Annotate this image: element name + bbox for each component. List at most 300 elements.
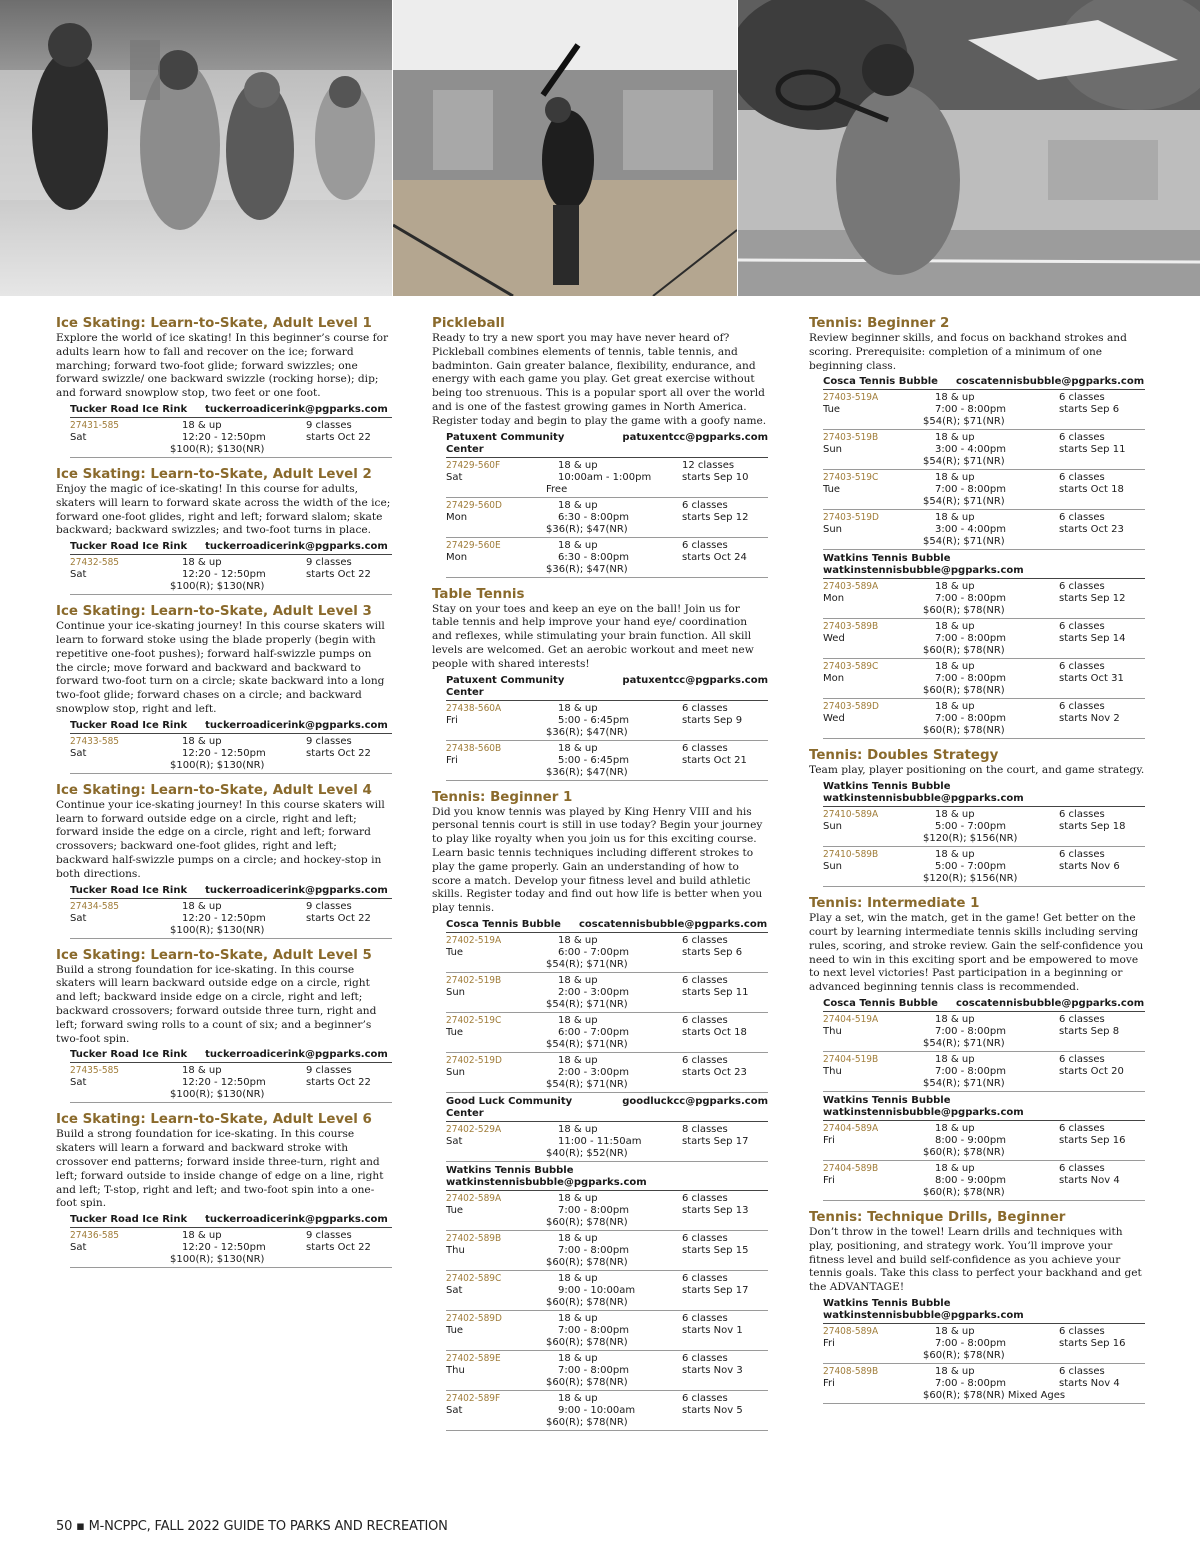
location-email: tuckerroadicerink@pgparks.com bbox=[205, 403, 388, 415]
class-code: 27402-519D bbox=[446, 1054, 502, 1066]
course-title: Ice Skating: Learn-to-Skate, Adult Level 5 bbox=[56, 947, 372, 963]
course-description: Ready to try a new sport you may have never heard of? Pickleball combines elements of tennis, table tennis, and badminton. Gain greater balance, flexibility, endurance, and energy with each game you play. Get great exercise without being too strenuous. This is a popular sport all over the world and is one of the fastest growing games in North America. Register today and begin to play the game with a goofy name. bbox=[432, 332, 767, 427]
class-count: 6 classes bbox=[1059, 1325, 1105, 1337]
location-email: tuckerroadicerink@pgparks.com bbox=[205, 884, 388, 896]
class-code: 27402-529A bbox=[446, 1123, 502, 1135]
column-1 bbox=[56, 316, 392, 1277]
class-fee: $54(R); $71(NR) bbox=[923, 1077, 1005, 1089]
age-range: 18 & up bbox=[935, 432, 975, 444]
class-count: 6 classes bbox=[682, 539, 728, 551]
age-range: 18 & up bbox=[558, 1014, 598, 1026]
class-fee: $60(R); $78(NR) bbox=[923, 1146, 1005, 1158]
class-start: starts Sep 18 bbox=[1059, 821, 1126, 833]
class-time: 12:20 - 12:50pm bbox=[182, 1077, 266, 1089]
class-code: 27403-589A bbox=[823, 581, 879, 593]
age-range: 18 & up bbox=[935, 661, 975, 673]
pickleball-photo bbox=[393, 0, 737, 296]
class-start: starts Oct 18 bbox=[682, 1026, 747, 1038]
course-title: Ice Skating: Learn-to-Skate, Adult Level 2 bbox=[56, 466, 372, 482]
class-row bbox=[70, 555, 392, 595]
class-count: 6 classes bbox=[1059, 432, 1105, 444]
class-row bbox=[823, 1161, 1145, 1201]
class-fee: $60(R); $78(NR) bbox=[923, 685, 1005, 697]
class-start: starts Oct 18 bbox=[1059, 484, 1124, 496]
class-fee: $100(R); $130(NR) bbox=[170, 443, 265, 455]
age-range: 18 & up bbox=[558, 499, 598, 511]
class-row bbox=[823, 510, 1145, 550]
age-range: 18 & up bbox=[182, 557, 222, 569]
class-count: 8 classes bbox=[682, 1123, 728, 1135]
class-row bbox=[446, 741, 768, 781]
class-day: Sat bbox=[446, 1404, 463, 1416]
class-code: 27402-519B bbox=[446, 974, 502, 986]
age-range: 18 & up bbox=[558, 1232, 598, 1244]
class-start: starts Sep 9 bbox=[682, 714, 743, 726]
age-range: 18 & up bbox=[182, 1065, 222, 1077]
class-code: 27433-585 bbox=[70, 735, 120, 747]
class-count: 6 classes bbox=[682, 1352, 728, 1364]
location-email: watkinstennisbubble@pgparks.com bbox=[823, 793, 1024, 805]
class-fee: $60(R); $78(NR) bbox=[923, 1186, 1005, 1198]
class-code: 27402-589C bbox=[446, 1272, 502, 1284]
class-day: Sun bbox=[823, 444, 843, 456]
class-fee: $60(R); $78(NR) bbox=[546, 1416, 628, 1428]
class-row bbox=[70, 734, 392, 774]
class-code: 27403-519D bbox=[823, 512, 879, 524]
class-count: 6 classes bbox=[1059, 512, 1105, 524]
class-row bbox=[446, 1013, 768, 1053]
class-day: Sat bbox=[70, 1242, 87, 1254]
class-fee: $60(R); $78(NR) bbox=[546, 1336, 628, 1348]
class-row bbox=[823, 1012, 1145, 1052]
class-time: 10:00am - 1:00pm bbox=[558, 471, 652, 483]
class-day: Tue bbox=[446, 946, 464, 958]
location-email: tuckerroadicerink@pgparks.com bbox=[205, 719, 388, 731]
location-name: Watkins Tennis Bubble bbox=[823, 553, 951, 565]
location-email: watkinstennisbubble@pgparks.com bbox=[823, 1309, 1024, 1321]
class-fee: $60(R); $78(NR) bbox=[546, 1256, 628, 1268]
location-header bbox=[70, 404, 392, 418]
course-section bbox=[56, 1112, 392, 1268]
class-time: 7:00 - 8:00pm bbox=[558, 1364, 629, 1376]
class-row bbox=[446, 1271, 768, 1311]
class-day: Mon bbox=[823, 593, 845, 605]
class-time: 9:00 - 10:00am bbox=[558, 1404, 636, 1416]
class-start: starts Nov 2 bbox=[1059, 713, 1120, 725]
course-section bbox=[432, 587, 768, 781]
class-fee: $60(R); $78(NR) bbox=[546, 1296, 628, 1308]
class-time: 7:00 - 8:00pm bbox=[935, 404, 1006, 416]
course-title: Tennis: Doubles Strategy bbox=[809, 748, 999, 764]
class-day: Thu bbox=[823, 1065, 842, 1077]
class-start: starts Nov 4 bbox=[1059, 1377, 1120, 1389]
class-start: starts Oct 22 bbox=[306, 569, 371, 581]
age-range: 18 & up bbox=[935, 1162, 975, 1174]
course-description: Don’t throw in the towel! Learn drills and techniques with play, positioning, and strategy work. You’ll improve your fitness level and build self-confidence as you achieve your tennis goals. Take this class to perfect your backhand and get the ADVANTAGE! bbox=[809, 1225, 1142, 1294]
course-description: Enjoy the magic of ice-skating! In this course for adults, skaters will learn to forward skate across the width of the ice; forward one-foot glides, right and left; forward slalom; skate backward; backward swizzles; and two-foot turns in place. bbox=[56, 482, 391, 537]
location-header bbox=[70, 1214, 392, 1228]
class-start: starts Oct 22 bbox=[306, 747, 371, 759]
class-row bbox=[823, 1364, 1145, 1404]
class-fee: $100(R); $130(NR) bbox=[170, 924, 265, 936]
class-code: 27403-519B bbox=[823, 432, 879, 444]
location-email: patuxentcc@pgparks.com bbox=[622, 674, 768, 686]
class-start: starts Oct 21 bbox=[682, 754, 747, 766]
class-day: Sun bbox=[446, 1066, 466, 1078]
class-day: Tue bbox=[446, 1324, 464, 1336]
class-time: 7:00 - 8:00pm bbox=[558, 1244, 629, 1256]
class-code: 27408-589B bbox=[823, 1365, 879, 1377]
class-start: starts Oct 24 bbox=[682, 551, 747, 563]
location-email: tuckerroadicerink@pgparks.com bbox=[205, 1214, 388, 1226]
class-code: 27403-519C bbox=[823, 472, 879, 484]
age-range: 18 & up bbox=[935, 621, 975, 633]
location-header bbox=[446, 675, 768, 701]
class-day: Mon bbox=[823, 673, 845, 685]
class-count: 9 classes bbox=[306, 900, 352, 912]
location-email: watkinstennisbubble@pgparks.com bbox=[823, 1106, 1024, 1118]
location-header bbox=[823, 998, 1145, 1012]
class-count: 6 classes bbox=[682, 499, 728, 511]
class-code: 27402-589B bbox=[446, 1232, 502, 1244]
age-range: 18 & up bbox=[935, 1122, 975, 1134]
class-fee: $60(R); $78(NR) bbox=[923, 725, 1005, 737]
class-code: 27408-589A bbox=[823, 1325, 879, 1337]
class-start: starts Oct 22 bbox=[306, 1242, 371, 1254]
class-time: 12:20 - 12:50pm bbox=[182, 431, 266, 443]
class-count: 6 classes bbox=[1059, 1365, 1105, 1377]
course-description: Play a set, win the match, get in the game! Get better on the court by learning intermediate tennis skills including serving rules, scoring, and stroke review. Gain the self-confidence you need to win in this exciting sport and be empowered to move to next level victories! Past participation in a beginning or advanced beginning tennis class is recommended. bbox=[809, 912, 1144, 994]
class-row bbox=[823, 579, 1145, 619]
class-count: 6 classes bbox=[1059, 581, 1105, 593]
course-description: Stay on your toes and keep an eye on the ball! Join us for table tennis and help improve your hand eye/ coordination and reflexes, while stimulating your brain function. All skill levels are welcomed. Get an aerobic workout and meet new people with shared interests! bbox=[432, 602, 754, 670]
class-day: Tue bbox=[823, 404, 841, 416]
class-code: 27429-560F bbox=[446, 459, 501, 471]
course-section bbox=[56, 604, 392, 774]
age-range: 18 & up bbox=[558, 459, 598, 471]
class-code: 27403-589C bbox=[823, 661, 879, 673]
class-fee: $60(R); $78(NR) bbox=[546, 1376, 628, 1388]
class-code: 27434-585 bbox=[70, 900, 120, 912]
location-name: Watkins Tennis Bubble bbox=[823, 1297, 951, 1309]
location-name: Watkins Tennis Bubble bbox=[446, 1164, 574, 1176]
class-count: 6 classes bbox=[682, 1192, 728, 1204]
class-start: starts Sep 15 bbox=[682, 1244, 749, 1256]
class-row bbox=[823, 1324, 1145, 1364]
age-range: 18 & up bbox=[558, 1123, 598, 1135]
class-day: Sat bbox=[446, 1135, 463, 1147]
location-header bbox=[70, 720, 392, 734]
class-code: 27402-589E bbox=[446, 1352, 501, 1364]
class-fee: $36(R); $47(NR) bbox=[546, 726, 628, 738]
location-name: Tucker Road Ice Rink bbox=[70, 403, 188, 415]
class-time: 5:00 - 6:45pm bbox=[558, 714, 629, 726]
class-code: 27404-519A bbox=[823, 1013, 879, 1025]
photo-strip bbox=[0, 0, 1200, 296]
location-email: tuckerroadicerink@pgparks.com bbox=[205, 541, 388, 553]
course-title: Table Tennis bbox=[432, 586, 525, 602]
class-fee: $36(R); $47(NR) bbox=[546, 563, 628, 575]
class-time: 12:20 - 12:50pm bbox=[182, 912, 266, 924]
class-fee: $54(R); $71(NR) bbox=[923, 536, 1005, 548]
class-start: starts Oct 22 bbox=[306, 1077, 371, 1089]
class-row bbox=[446, 1122, 768, 1162]
location-email: coscatennisbubble@pgparks.com bbox=[955, 376, 1145, 388]
class-day: Fri bbox=[446, 714, 458, 726]
course-description: Build a strong foundation for ice-skating. In this course skaters will learn a forward and backward stroke with crossover end patterns; forward inside three-turn, right and left; forward outside to inside change of edge on a line, right and left; T-stop, right and left; and two-foot spin into a one-foot spin. bbox=[56, 1128, 384, 1210]
class-start: starts Oct 31 bbox=[1059, 673, 1124, 685]
location-name: Good Luck Community Center bbox=[446, 1095, 573, 1119]
class-fee: $60(R); $78(NR) bbox=[546, 1216, 628, 1228]
class-count: 9 classes bbox=[306, 735, 352, 747]
class-fee: $60(R); $78(NR) bbox=[923, 645, 1005, 657]
class-time: 5:00 - 7:00pm bbox=[935, 821, 1006, 833]
class-day: Thu bbox=[446, 1244, 465, 1256]
course-title: Ice Skating: Learn-to-Skate, Adult Level 1 bbox=[56, 316, 372, 331]
location-email: goodluckcc@pgparks.com bbox=[622, 1095, 768, 1107]
course-title: Ice Skating: Learn-to-Skate, Adult Level 4 bbox=[56, 782, 372, 798]
column-2 bbox=[432, 316, 768, 1440]
course-title: Tennis: Technique Drills, Beginner bbox=[809, 1209, 1066, 1225]
age-range: 18 & up bbox=[935, 472, 975, 484]
class-count: 6 classes bbox=[1059, 661, 1105, 673]
class-row bbox=[70, 1063, 392, 1103]
class-day: Sun bbox=[823, 861, 843, 873]
class-code: 27432-585 bbox=[70, 557, 120, 569]
class-time: 7:00 - 8:00pm bbox=[935, 633, 1006, 645]
course-description: Team play, player positioning on the court, and game strategy. bbox=[809, 764, 1145, 777]
class-code: 27436-585 bbox=[70, 1230, 120, 1242]
class-start: starts Sep 17 bbox=[682, 1284, 749, 1296]
class-time: 7:00 - 8:00pm bbox=[935, 484, 1006, 496]
class-fee: $54(R); $71(NR) bbox=[546, 958, 628, 970]
class-day: Sun bbox=[823, 821, 843, 833]
class-count: 6 classes bbox=[1059, 1122, 1105, 1134]
location-header bbox=[446, 432, 768, 458]
class-time: 3:00 - 4:00pm bbox=[935, 444, 1006, 456]
course-description: Review beginner skills, and focus on backhand strokes and scoring. Prerequisite: completion of a minimum of one beginning class. bbox=[809, 332, 1127, 372]
course-description: Did you know tennis was played by King Henry VIII and his personal tennis court is still in use today? Begin your journey to play like royalty when you join us for this exciting course. Learn basic tennis techniques including different strokes to play the game properly. Gain an understanding of how to score a match. Develop your fitness level and build athletic skills. Register today and find out how life is better when you play tennis. bbox=[432, 805, 763, 915]
class-day: Fri bbox=[823, 1377, 835, 1389]
class-count: 6 classes bbox=[682, 1312, 728, 1324]
class-start: starts Sep 16 bbox=[1059, 1134, 1126, 1146]
course-description: Build a strong foundation for ice-skating. In this course skaters will learn backward outside edge on a circle, right and left; backward inside edge on a circle, right and left; backward crossovers; forward outside three turn, right and left; forward swing rolls to a count of six; and a beginner’s two-foot spin. bbox=[56, 963, 377, 1045]
class-row bbox=[446, 1351, 768, 1391]
class-code: 27403-589D bbox=[823, 701, 879, 713]
age-range: 18 & up bbox=[935, 1013, 975, 1025]
class-start: starts Sep 14 bbox=[1059, 633, 1126, 645]
class-code: 27435-585 bbox=[70, 1065, 120, 1077]
location-header bbox=[823, 553, 1145, 579]
course-section bbox=[56, 467, 392, 595]
class-time: 7:00 - 8:00pm bbox=[558, 1324, 629, 1336]
class-row bbox=[823, 430, 1145, 470]
age-range: 18 & up bbox=[935, 1325, 975, 1337]
class-start: starts Oct 23 bbox=[682, 1066, 747, 1078]
class-day: Sat bbox=[70, 1077, 87, 1089]
class-start: starts Nov 1 bbox=[682, 1324, 743, 1336]
class-fee: $54(R); $71(NR) bbox=[923, 496, 1005, 508]
class-time: 5:00 - 6:45pm bbox=[558, 754, 629, 766]
course-section bbox=[56, 948, 392, 1104]
location-name: Tucker Road Ice Rink bbox=[70, 541, 188, 553]
class-code: 27403-589B bbox=[823, 621, 879, 633]
class-code: 27438-560B bbox=[446, 742, 502, 754]
class-code: 27403-519A bbox=[823, 392, 879, 404]
class-time: 8:00 - 9:00pm bbox=[935, 1134, 1006, 1146]
class-day: Thu bbox=[446, 1364, 465, 1376]
course-section bbox=[432, 316, 768, 578]
class-fee: $120(R); $156(NR) bbox=[923, 873, 1018, 885]
class-code: 27404-589A bbox=[823, 1122, 879, 1134]
age-range: 18 & up bbox=[558, 539, 598, 551]
class-time: 5:00 - 7:00pm bbox=[935, 861, 1006, 873]
class-count: 9 classes bbox=[306, 419, 352, 431]
course-section bbox=[809, 316, 1145, 739]
class-count: 6 classes bbox=[682, 1054, 728, 1066]
class-start: starts Sep 11 bbox=[682, 986, 749, 998]
class-code: 27410-589B bbox=[823, 849, 879, 861]
class-day: Thu bbox=[823, 1025, 842, 1037]
class-fee: $100(R); $130(NR) bbox=[170, 759, 265, 771]
class-row bbox=[823, 807, 1145, 847]
age-range: 18 & up bbox=[558, 1054, 598, 1066]
class-row bbox=[823, 847, 1145, 887]
course-description: Continue your ice-skating journey! In this course skaters will learn to forward outside edge on a circle, right and left; forward inside the edge on a circle, right and left; forward crossovers; backward one-foot glides, right and left; backward half-swizzle pumps on a circle; and hockey-stop in both directions. bbox=[56, 798, 385, 880]
age-range: 18 & up bbox=[558, 974, 598, 986]
location-email: coscatennisbubble@pgparks.com bbox=[578, 918, 768, 930]
class-start: starts Sep 13 bbox=[682, 1204, 749, 1216]
location-header bbox=[446, 1096, 768, 1122]
class-row bbox=[823, 470, 1145, 510]
class-time: 6:30 - 8:00pm bbox=[558, 551, 629, 563]
class-code: 27429-560D bbox=[446, 499, 502, 511]
location-email: watkinstennisbubble@pgparks.com bbox=[446, 1176, 647, 1188]
age-range: 18 & up bbox=[558, 1312, 598, 1324]
class-time: 2:00 - 3:00pm bbox=[558, 986, 629, 998]
location-header bbox=[823, 1095, 1145, 1121]
location-name: Tucker Road Ice Rink bbox=[70, 1049, 188, 1061]
course-title: Pickleball bbox=[432, 316, 505, 331]
class-day: Mon bbox=[446, 511, 468, 523]
location-name: Patuxent Community Center bbox=[446, 674, 565, 698]
class-time: 11:00 - 11:50am bbox=[558, 1135, 642, 1147]
class-row bbox=[823, 1052, 1145, 1092]
location-name: Tucker Road Ice Rink bbox=[70, 719, 188, 731]
location-email: watkinstennisbubble@pgparks.com bbox=[823, 565, 1024, 577]
class-day: Sun bbox=[446, 986, 466, 998]
class-count: 12 classes bbox=[682, 459, 735, 471]
location-name: Tucker Road Ice Rink bbox=[70, 884, 188, 896]
class-day: Wed bbox=[823, 633, 845, 645]
class-day: Tue bbox=[446, 1204, 464, 1216]
class-row bbox=[446, 1311, 768, 1351]
age-range: 18 & up bbox=[558, 1352, 598, 1364]
class-fee: $100(R); $130(NR) bbox=[170, 1254, 265, 1266]
class-fee: $36(R); $47(NR) bbox=[546, 523, 628, 535]
class-start: starts Oct 20 bbox=[1059, 1065, 1124, 1077]
class-time: 12:20 - 12:50pm bbox=[182, 569, 266, 581]
class-day: Sat bbox=[70, 912, 87, 924]
class-row bbox=[70, 1228, 392, 1268]
age-range: 18 & up bbox=[558, 742, 598, 754]
class-count: 6 classes bbox=[682, 742, 728, 754]
class-row bbox=[823, 699, 1145, 739]
class-day: Sat bbox=[70, 569, 87, 581]
class-time: 2:00 - 3:00pm bbox=[558, 1066, 629, 1078]
class-count: 9 classes bbox=[306, 1065, 352, 1077]
class-time: 6:00 - 7:00pm bbox=[558, 946, 629, 958]
age-range: 18 & up bbox=[182, 419, 222, 431]
class-fee: $54(R); $71(NR) bbox=[546, 998, 628, 1010]
class-start: starts Nov 4 bbox=[1059, 1174, 1120, 1186]
class-time: 6:00 - 7:00pm bbox=[558, 1026, 629, 1038]
class-start: starts Sep 16 bbox=[1059, 1337, 1126, 1349]
class-count: 6 classes bbox=[1059, 392, 1105, 404]
location-name: Cosca Tennis Bubble bbox=[446, 918, 561, 930]
age-range: 18 & up bbox=[558, 1272, 598, 1284]
class-fee: $120(R); $156(NR) bbox=[923, 833, 1018, 845]
class-count: 6 classes bbox=[1059, 1162, 1105, 1174]
age-range: 18 & up bbox=[558, 934, 598, 946]
class-code: 27431-585 bbox=[70, 419, 120, 431]
class-code: 27404-519B bbox=[823, 1053, 879, 1065]
class-count: 6 classes bbox=[682, 702, 728, 714]
location-header bbox=[823, 781, 1145, 807]
course-section bbox=[432, 790, 768, 1431]
class-row bbox=[446, 933, 768, 973]
class-time: 7:00 - 8:00pm bbox=[935, 1337, 1006, 1349]
class-row bbox=[446, 1391, 768, 1431]
class-row bbox=[70, 418, 392, 458]
class-time: 6:30 - 8:00pm bbox=[558, 511, 629, 523]
class-count: 9 classes bbox=[306, 1230, 352, 1242]
class-start: starts Sep 8 bbox=[1059, 1025, 1120, 1037]
class-count: 6 classes bbox=[1059, 472, 1105, 484]
class-fee: $54(R); $71(NR) bbox=[923, 416, 1005, 428]
class-fee: $40(R); $52(NR) bbox=[546, 1147, 628, 1159]
class-row bbox=[446, 498, 768, 538]
class-count: 6 classes bbox=[682, 1272, 728, 1284]
class-day: Sat bbox=[446, 1284, 463, 1296]
ice-skating-photo bbox=[0, 0, 392, 296]
location-header bbox=[446, 1165, 768, 1191]
age-range: 18 & up bbox=[182, 1230, 222, 1242]
class-code: 27410-589A bbox=[823, 809, 879, 821]
class-count: 6 classes bbox=[1059, 809, 1105, 821]
tennis-photo bbox=[738, 0, 1200, 296]
class-day: Sun bbox=[823, 524, 843, 536]
class-day: Fri bbox=[823, 1134, 835, 1146]
class-row bbox=[446, 1053, 768, 1093]
class-row bbox=[823, 659, 1145, 699]
location-email: patuxentcc@pgparks.com bbox=[622, 431, 768, 443]
location-name: Tucker Road Ice Rink bbox=[70, 1214, 188, 1226]
class-count: 6 classes bbox=[682, 934, 728, 946]
class-start: starts Sep 17 bbox=[682, 1135, 749, 1147]
course-description: Continue your ice-skating journey! In this course skaters will learn to forward stoke using the blade properly (begin with repetitive one-foot pushes); forward half-swizzle pumps on the circle; move forward and backward and backward to forward two-foot turn on a circle; skate backward into a long two-foot glide; forward chases on a circle; and backward snowplow stop, right and left. bbox=[56, 620, 385, 715]
age-range: 18 & up bbox=[935, 1053, 975, 1065]
class-code: 27402-589F bbox=[446, 1392, 501, 1404]
class-count: 6 classes bbox=[682, 1392, 728, 1404]
location-header bbox=[70, 1049, 392, 1063]
course-section bbox=[809, 1210, 1145, 1404]
class-start: starts Sep 11 bbox=[1059, 444, 1126, 456]
location-header bbox=[823, 376, 1145, 390]
class-row bbox=[823, 619, 1145, 659]
class-day: Fri bbox=[823, 1337, 835, 1349]
class-day: Sat bbox=[70, 747, 87, 759]
